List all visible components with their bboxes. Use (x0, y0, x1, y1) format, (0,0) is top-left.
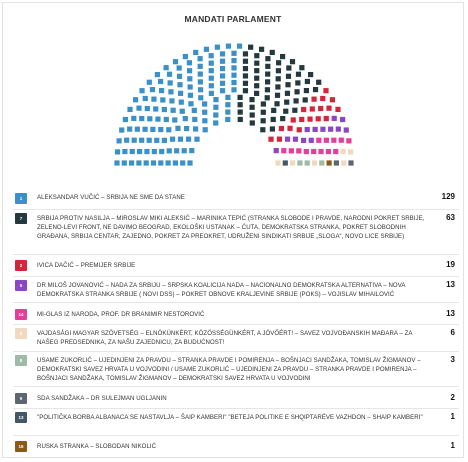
seat-party-1 (231, 58, 236, 63)
seat-party-5 (320, 127, 325, 132)
seat-party-7 (254, 68, 259, 73)
seat-party-1 (179, 100, 184, 105)
seat-party-1 (198, 71, 203, 76)
legend-row (13, 351, 459, 387)
seat-party-7 (303, 97, 308, 102)
seat-party-1 (136, 160, 141, 165)
seat-party-1 (184, 126, 189, 131)
seat-party-1 (209, 83, 214, 88)
seat-party-1 (220, 73, 225, 78)
seat-party-7 (243, 59, 248, 64)
seat-party-7 (274, 101, 279, 106)
seat-party-6 (341, 149, 346, 154)
seat-party-1 (159, 88, 164, 93)
seat-party-5 (285, 137, 290, 142)
seat-party-1 (192, 117, 197, 122)
seat-party-7 (254, 76, 259, 81)
seat-party-7 (261, 101, 266, 106)
seat-party-1 (159, 149, 164, 154)
seat-party-14 (339, 138, 344, 143)
seat-party-7 (265, 56, 270, 61)
seat-party-7 (243, 66, 248, 71)
seat-party-2 (310, 106, 315, 111)
seat-party-1 (117, 138, 122, 143)
seat-party-7 (286, 74, 291, 79)
seat-party-7 (316, 80, 321, 85)
seat-party-1 (186, 137, 191, 142)
seat-party-7 (238, 109, 243, 114)
seat-party-1 (133, 97, 138, 102)
seat-party-1 (168, 80, 173, 85)
seat-party-2 (324, 116, 329, 121)
seat-party-1 (147, 116, 152, 121)
seat-party-9 (334, 160, 339, 165)
party-number-badge: 7 (15, 213, 27, 224)
seat-party-1 (144, 160, 149, 165)
legend-row (13, 324, 459, 350)
seat-party-1 (220, 81, 225, 86)
seat-party-1 (231, 51, 236, 56)
party-seats: 2 (450, 392, 455, 402)
seat-party-2 (277, 137, 282, 142)
seat-party-5 (274, 148, 279, 153)
seat-party-5 (340, 117, 345, 122)
seat-party-1 (127, 107, 132, 112)
seat-party-1 (198, 87, 203, 92)
party-name: IVICA DAČIĆ – PREMIJER SRBIJE (37, 262, 136, 270)
seat-party-2 (299, 117, 304, 122)
seat-party-1 (171, 108, 176, 113)
seat-party-1 (142, 127, 147, 132)
seat-party-1 (193, 50, 198, 55)
seat-party-6 (290, 160, 295, 165)
seat-party-5 (301, 138, 306, 143)
seat-party-2 (279, 126, 284, 131)
seat-party-7 (254, 91, 259, 96)
seat-party-1 (173, 59, 178, 64)
seat-party-1 (164, 117, 169, 122)
party-seats: 1 (450, 412, 455, 422)
seat-party-1 (202, 118, 207, 123)
legend-row (13, 254, 459, 276)
seat-party-7 (271, 108, 276, 113)
seat-party-7 (238, 102, 243, 107)
party-name: USAME ZUKORLIĆ – UJEDINJENI ZA PRAVDU – STRANKA PRAVDE I POMIRENJA – BOŠNJACI SANDŽAKA, TOMISLAV ŽIGMANOV – DEMOKRATSKI SAVEZ HRVATA U VOJVODINI / USAME ZUKORLIĆ – UJEDINJENI ZA PRAVDU – STRANKA PRAVDE I POMIRENJA – BOŠNJACI SANDŽAKA, TOMISLAV ŽIGMANOV – DEMOKRATSKI SAVEZ HRVATA U VOJVODINI (37, 356, 421, 382)
seat-party-1 (122, 160, 127, 165)
party-number-badge: 13 (15, 412, 27, 423)
seat-party-1 (154, 138, 159, 143)
seat-party-7 (275, 93, 280, 98)
seat-party-9 (348, 160, 353, 165)
seat-party-1 (177, 65, 182, 70)
seat-party-5 (336, 127, 341, 132)
seat-party-7 (250, 112, 255, 117)
seat-party-2 (291, 117, 296, 122)
legend-row (13, 386, 459, 408)
seat-party-1 (231, 73, 236, 78)
seat-party-8 (319, 160, 324, 165)
seat-party-1 (177, 82, 182, 87)
seat-party-7 (260, 127, 265, 132)
party-name: SRBIJA PROTIV NASILJA – MIROSLAV MIKI ALEKSIĆ – MARINIKA TEPIĆ (STRANKA SLOBODE I PRAVDE, NARODNI POKRET SRBIJE, ZELENO-LEVI FRONT, NE DAVIMO BEOGRAD, EKOLOŠKI USTANAK – ĆUTA, DEMOKRATSKA STRANKA, POKRET SLOBODNIH GRAĐANA, SRBIJA CENTAR, ZAJEDNO, POKRET ZA PREOKRET, UDRUŽENI SINDIKATI SRBIJE „SLOGA“, NOVO LICE SRBIJE) (37, 215, 425, 241)
seat-party-1 (174, 148, 179, 153)
seat-party-1 (220, 51, 225, 56)
seat-party-1 (187, 76, 192, 81)
seat-party-1 (192, 108, 197, 113)
seat-party-7 (250, 105, 255, 110)
seat-party-1 (122, 149, 127, 154)
party-number-badge: 2 (15, 260, 27, 271)
seat-party-7 (238, 117, 243, 122)
seat-party-1 (144, 149, 149, 154)
seat-party-1 (147, 80, 152, 85)
seat-party-7 (292, 108, 297, 113)
parliament-chart (3, 31, 465, 171)
seat-party-1 (188, 84, 193, 89)
seat-party-1 (172, 117, 177, 122)
seat-party-1 (132, 138, 137, 143)
seat-party-1 (115, 149, 120, 154)
seat-party-2 (307, 117, 312, 122)
seat-party-14 (296, 148, 301, 153)
seat-party-7 (261, 118, 266, 123)
seat-party-1 (151, 160, 156, 165)
party-number-badge: 14 (15, 309, 27, 320)
seat-party-7 (296, 72, 301, 77)
party-seats: 13 (446, 308, 455, 318)
seat-party-1 (123, 117, 128, 122)
seat-party-1 (124, 138, 129, 143)
party-number-badge: 5 (15, 280, 27, 291)
seat-party-1 (213, 97, 218, 102)
seat-party-7 (270, 126, 275, 131)
seat-party-1 (167, 72, 172, 77)
seat-party-1 (204, 47, 209, 52)
seat-party-1 (220, 66, 225, 71)
seat-party-7 (259, 47, 264, 52)
seat-party-1 (225, 102, 230, 107)
seat-party-2 (301, 107, 306, 112)
seat-party-7 (286, 65, 291, 70)
seat-party-2 (318, 106, 323, 111)
seat-party-1 (150, 127, 155, 132)
seat-party-2 (268, 137, 273, 142)
legend-row (13, 408, 459, 434)
party-name: ALEKSANDAR VUČIĆ – SRBIJA NE SME DA STANE (37, 194, 185, 202)
seat-party-1 (215, 45, 220, 50)
seat-party-7 (254, 61, 259, 66)
seat-party-1 (129, 160, 134, 165)
seat-party-14 (281, 148, 286, 153)
seat-party-7 (285, 82, 290, 87)
seat-party-1 (198, 95, 203, 100)
seat-party-1 (188, 93, 193, 98)
seat-party-1 (188, 101, 193, 106)
seat-party-1 (169, 98, 174, 103)
seat-party-1 (162, 107, 167, 112)
seat-party-1 (202, 101, 207, 106)
seat-party-1 (226, 44, 231, 49)
party-number-badge: 8 (15, 355, 27, 366)
seat-party-1 (167, 148, 172, 153)
seat-party-7 (295, 80, 300, 85)
seat-party-5 (305, 127, 310, 132)
seat-party-14 (331, 138, 336, 143)
seat-party-7 (265, 64, 270, 69)
seat-party-1 (168, 89, 173, 94)
seat-party-6 (341, 160, 346, 165)
seat-party-1 (237, 44, 242, 49)
seat-party-7 (237, 95, 242, 100)
seat-party-1 (135, 127, 140, 132)
seat-party-1 (225, 117, 230, 122)
seat-party-1 (231, 87, 236, 92)
seat-party-1 (209, 53, 214, 58)
seat-party-7 (249, 97, 254, 102)
party-number-badge: 1 (15, 193, 27, 204)
seat-party-7 (248, 45, 253, 50)
seat-party-1 (220, 59, 225, 64)
seat-party-7 (294, 89, 299, 94)
seat-party-7 (276, 68, 281, 73)
seat-party-7 (275, 84, 280, 89)
seat-party-1 (187, 60, 192, 65)
seat-party-7 (265, 79, 270, 84)
party-number-badge: 9 (15, 393, 27, 404)
seat-party-16 (327, 160, 332, 165)
seat-party-1 (151, 97, 156, 102)
seat-party-1 (220, 88, 225, 93)
seat-party-1 (231, 80, 236, 85)
seat-party-1 (147, 138, 152, 143)
seat-party-1 (177, 74, 182, 79)
seat-party-1 (127, 127, 132, 132)
seat-party-1 (164, 65, 169, 70)
seat-party-2 (323, 88, 328, 93)
seat-party-1 (158, 127, 163, 132)
seat-party-1 (155, 72, 160, 77)
seat-party-7 (271, 117, 276, 122)
seat-party-8 (297, 160, 302, 165)
seat-party-1 (213, 120, 218, 125)
seat-party-14 (304, 149, 309, 154)
seat-party-7 (243, 51, 248, 56)
legend-row (13, 302, 459, 324)
seat-party-1 (182, 148, 187, 153)
seat-party-1 (155, 117, 160, 122)
seat-party-2 (330, 97, 335, 102)
seat-party-1 (180, 160, 185, 165)
seat-party-1 (153, 106, 158, 111)
seat-party-5 (313, 127, 318, 132)
seat-party-1 (183, 54, 188, 59)
seat-party-7 (243, 88, 248, 93)
seat-party-7 (304, 88, 309, 93)
seat-party-1 (150, 87, 155, 92)
seat-party-7 (290, 59, 295, 64)
seat-party-7 (280, 54, 285, 59)
seat-party-5 (344, 127, 349, 132)
seat-party-1 (189, 148, 194, 153)
seat-party-6 (275, 160, 280, 165)
party-seats: 19 (446, 260, 455, 270)
seat-party-2 (311, 97, 316, 102)
seat-party-1 (114, 160, 119, 165)
seat-party-1 (231, 65, 236, 70)
party-number-badge: 6 (15, 328, 27, 339)
seat-party-1 (139, 116, 144, 121)
chart-title: MANDATI PARLAMENT (184, 14, 282, 24)
seat-party-7 (265, 87, 270, 92)
party-name: DR MILOŠ JOVANOVIĆ – NADA ZA SRBIJU – SRPSKA KOALICIJA NADA – NACIONALNO DEMOKRATSKA ALTERNATIVA – NOVA DEMOKRATSKA STRANKA SRBIJE ( NOVI DSS) – POKRET OBNOVE KRALJEVINE SRBIJE (POKS) – VOJISLAV MIHAILOVIĆ (37, 281, 406, 298)
seat-party-7 (308, 72, 313, 77)
seat-party-14 (318, 149, 323, 154)
seat-party-1 (187, 68, 192, 73)
party-seats: 3 (450, 354, 455, 364)
party-seats: 129 (441, 192, 455, 202)
seat-party-1 (213, 105, 218, 110)
seat-party-1 (166, 160, 171, 165)
seat-party-6 (312, 160, 317, 165)
seat-party-1 (180, 109, 185, 114)
seat-party-1 (209, 76, 214, 81)
seat-party-7 (299, 65, 304, 70)
seat-party-1 (158, 160, 163, 165)
seat-party-1 (130, 149, 135, 154)
party-number-badge: 16 (15, 441, 27, 452)
seat-party-13 (283, 160, 288, 165)
seat-party-2 (335, 107, 340, 112)
seat-party-1 (187, 160, 192, 165)
seat-party-14 (346, 138, 351, 143)
seat-party-1 (166, 127, 171, 132)
seat-party-7 (284, 100, 289, 105)
seat-party-7 (270, 50, 275, 55)
seat-party-7 (276, 76, 281, 81)
seat-party-2 (320, 96, 325, 101)
party-seats: 13 (446, 279, 455, 289)
seat-party-1 (178, 91, 183, 96)
seat-party-14 (333, 149, 338, 154)
seat-party-6 (348, 149, 353, 154)
seat-party-1 (139, 138, 144, 143)
seat-party-7 (254, 53, 259, 58)
seat-party-7 (265, 95, 270, 100)
seat-party-14 (326, 149, 331, 154)
seat-party-1 (203, 127, 208, 132)
seat-party-1 (193, 126, 198, 131)
seat-party-1 (162, 138, 167, 143)
seat-party-7 (276, 60, 281, 65)
party-seats: 63 (446, 213, 455, 222)
seat-party-1 (209, 68, 214, 73)
seat-party-1 (213, 112, 218, 117)
seat-party-7 (280, 116, 285, 121)
seat-party-1 (139, 88, 144, 93)
seat-party-1 (145, 106, 150, 111)
seat-party-1 (131, 116, 136, 121)
seat-party-1 (178, 137, 183, 142)
seat-party-5 (293, 137, 298, 142)
party-name: RUSKA STRANKA – SLOBODAN NIKOLIĆ (37, 442, 157, 450)
seat-party-1 (198, 64, 203, 69)
legend-row (13, 435, 459, 457)
seat-party-8 (305, 160, 310, 165)
seat-party-1 (175, 126, 180, 131)
seat-party-1 (136, 106, 141, 111)
seat-party-1 (209, 91, 214, 96)
seat-party-1 (183, 116, 188, 121)
seat-party-5 (332, 116, 337, 121)
seat-party-7 (285, 91, 290, 96)
seat-party-7 (265, 71, 270, 76)
seat-party-7 (254, 83, 259, 88)
party-seats: 1 (450, 440, 455, 450)
seat-party-2 (297, 127, 302, 132)
seat-party-2 (287, 126, 292, 131)
party-name: "POLITIČKA BORBA ALBANACA SE NASTAVLJA – ŠAIP KAMBERI" "BETEJA POLITIKE E SHQIPTARËVE VAZHDON – SHAIP KAMBERI" (37, 414, 423, 422)
party-seats: 6 (450, 328, 455, 338)
seat-party-1 (173, 160, 178, 165)
seat-party-7 (305, 79, 310, 84)
seat-party-1 (194, 137, 199, 142)
seat-party-14 (316, 138, 321, 143)
seat-party-14 (289, 148, 294, 153)
seat-party-1 (119, 127, 124, 132)
party-name: VAJDASÁGI MAGYAR SZÖVETSÉG – ELNÖKÜNKÉRT, KÖZÖSSÉGÜNKÉRT, A JÖVŐÉRT! – SAVEZ VOJVOĐANSKIH MAĐARA – ZA NAŠEG PREDSEDNIKA, ZA NAŠU ZAJEDNICU, ZA BUDUĆNOST! (37, 330, 413, 347)
legend-row (13, 276, 459, 302)
chart-frame (2, 2, 464, 458)
seat-party-1 (225, 95, 230, 100)
seat-party-1 (152, 149, 157, 154)
party-name: SDA SANDŽAKA – DR SULEJMAN UGLJANIN (37, 394, 167, 402)
seat-party-1 (225, 109, 230, 114)
seat-party-1 (209, 61, 214, 66)
seat-party-5 (309, 138, 314, 143)
legend-row (13, 187, 459, 209)
seat-party-5 (328, 127, 333, 132)
seat-party-1 (202, 110, 207, 115)
seat-party-1 (198, 79, 203, 84)
legend (13, 187, 459, 457)
seat-party-7 (313, 87, 318, 92)
seat-party-7 (243, 81, 248, 86)
seat-party-1 (160, 97, 165, 102)
seat-party-7 (250, 120, 255, 125)
seat-party-7 (261, 110, 266, 115)
seat-party-2 (326, 106, 331, 111)
seat-party-7 (293, 98, 298, 103)
seat-party-14 (311, 149, 316, 154)
seat-party-1 (158, 79, 163, 84)
legend-row (13, 209, 459, 254)
seat-party-7 (283, 109, 288, 114)
seat-party-1 (143, 96, 148, 101)
seat-party-7 (243, 73, 248, 78)
party-name: MI-GLAS IZ NARODA, PROF. DR BRANIMIR NESTOROVIĆ (37, 310, 205, 318)
seat-party-1 (198, 56, 203, 61)
seat-party-1 (170, 137, 175, 142)
seat-party-2 (316, 116, 321, 121)
seat-party-14 (324, 138, 329, 143)
seat-party-1 (137, 149, 142, 154)
